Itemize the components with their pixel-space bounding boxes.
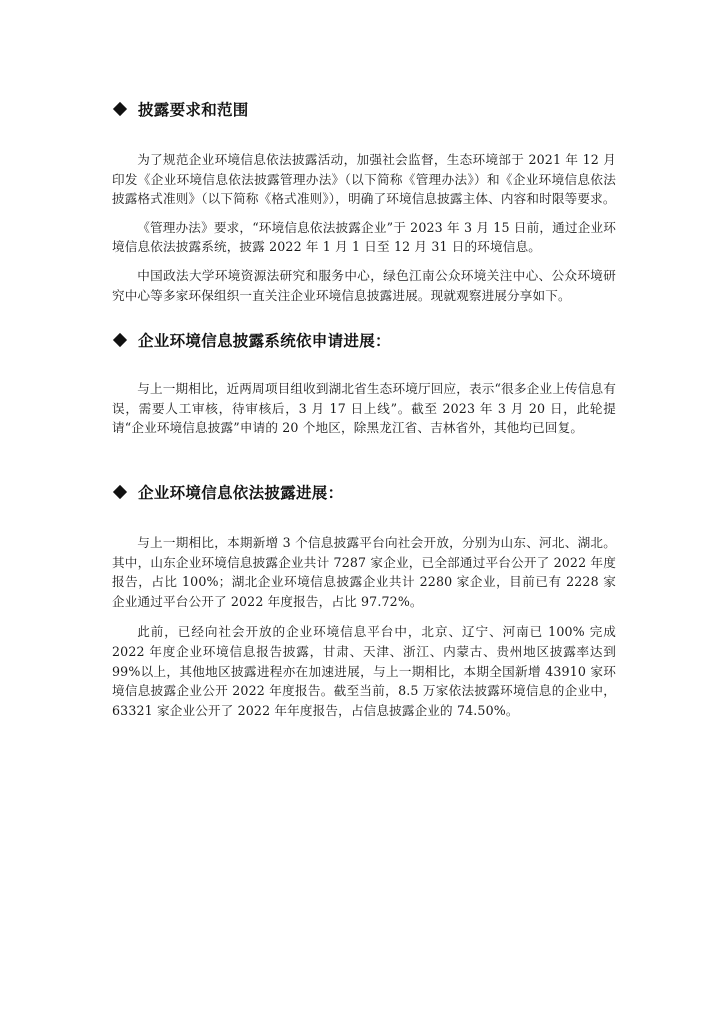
paragraph: 中国政法大学环境资源法研究和服务中心，绿色江南公众环境关注中心、公众环境研究中心等多家环保组织一直关注企业环境信息披露进展。现就观察进展分享如下。 [112, 267, 616, 303]
paragraph: 与上一期相比，近两周项目组收到湖北省生态环境厅回应，表示“很多企业上传信息有误，需要人工审核，待审核后，3 月 17 日上线”。截至 2023 年 3 月 20 日，此轮提请“企业环境信息披露”申请的 20 个地区，除黑龙江省、吉林省外，其他均已回复。 [112, 381, 616, 436]
diamond-bullet-icon [113, 333, 127, 347]
paragraph: 《管理办法》要求，“环境信息依法披露企业”于 2023 年 3 月 15 日前，通过企业环境信息依法披露系统，披露 2022 年 1 月 1 日至 12 月 31 日的环境信息。 [112, 219, 616, 255]
paragraph: 此前，已经向社会开放的企业环境信息平台中，北京、辽宁、河南已 100% 完成 2022 年度企业环境信息报告披露，甘肃、天津、浙江、内蒙古、贵州地区披露率达到 99%以上，其他地区披露进程亦在加速进展，与上一期相比，本期全国新增 43910 家环境信息披露企业公开 2022 年度报告。截至当前，8.5 万家依法披露环境信息的企业中，63321 家企业公开了 2022 年年度报告，占信息披露企业的 74.50%。 [112, 624, 616, 718]
section-title: 企业环境信息依法披露进展： [138, 483, 344, 502]
diamond-bullet-icon [113, 102, 127, 116]
section-heading-disclosure-scope [112, 96, 616, 122]
section-title: 披露要求和范围 [138, 101, 249, 119]
document-page [112, 96, 616, 720]
section-heading-disclosure-progress [112, 479, 616, 505]
section-heading-application-progress [112, 327, 616, 353]
section-title: 企业环境信息披露系统依申请进展： [138, 332, 391, 351]
paragraph: 与上一期相比，本期新增 3 个信息披露平台向社会开放，分别为山东、河北、湖北。其中，山东企业环境信息披露企业共计 7287 家企业，已全部通过平台公开了 2022 年度报告，占比 100%；湖北企业环境信息披露企业共计 2280 家企业，目前已有 2228 家企业通过平台公开了 2022 年度报告，占比 97.72%。 [112, 534, 616, 609]
paragraph: 为了规范企业环境信息依法披露活动，加强社会监督，生态环境部于 2021 年 12 月印发《企业环境信息依法披露管理办法》（以下简称《管理办法》）和《企业环境信息依法披露格式准则》（以下简称《格式准则》），明确了环境信息披露主体、内容和时限等要求。 [112, 152, 616, 207]
diamond-bullet-icon [113, 485, 127, 499]
